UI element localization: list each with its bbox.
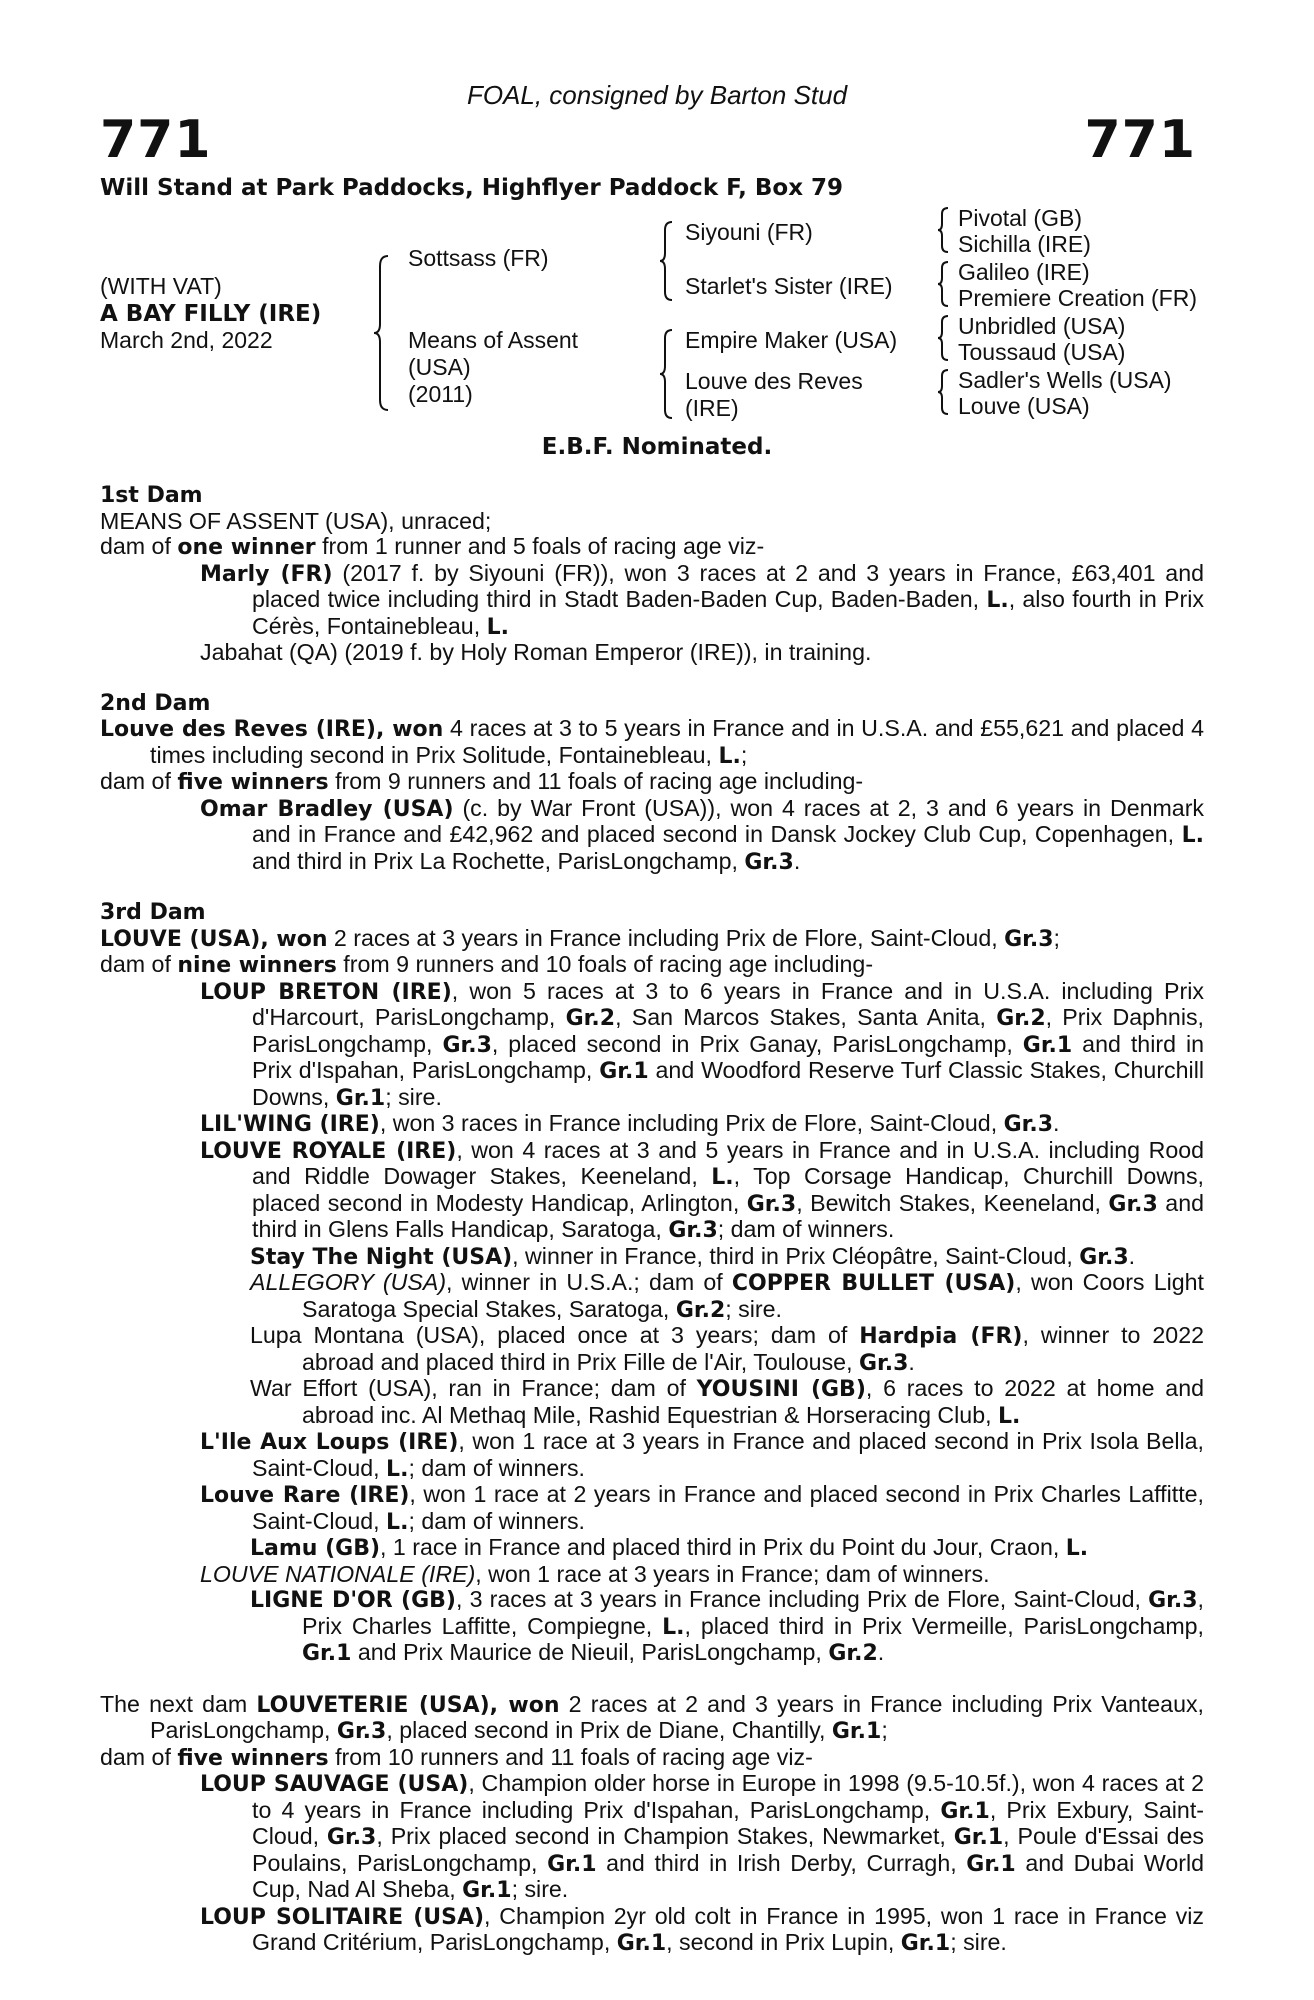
produce-stay-the-night: Stay The Night (USA), winner in France, third in Prix Cléopâtre, Saint-Cloud, Gr.3.: [250, 1242, 1136, 1270]
lot-number-left: 771: [100, 110, 212, 170]
stand-location: Will Stand at Park Paddocks, Highflyer Paddock F, Box 79: [100, 175, 844, 201]
brace-dd: [936, 368, 950, 416]
produce-lupa-montana: Lupa Montana (USA), placed once at 3 years; dam of Hardpia (FR), winner to 2022 abroad and placed third in Prix Fille de l'Air, Toulouse, Gr.3.: [250, 1322, 1204, 1376]
produce-omar-bradley: Omar Bradley (USA) (c. by War Front (USA)), won 4 races at 2, 3 and 6 years in Denmark and in France and £42,962 and placed second in Dansk Jockey Club Cup, Copenhagen, L. and third in Prix La Rochette, ParisLongchamp, Gr.3.: [200, 794, 1205, 875]
sire-name: Sottsass (FR): [408, 245, 549, 271]
brace-sire: [658, 220, 674, 302]
dam-name-l1: Means of Assent: [408, 327, 579, 353]
dam-name-l3: (2011): [408, 381, 473, 407]
brace-ds: [936, 314, 950, 362]
produce-war-effort: War Effort (USA), ran in France; dam of YOUSINI (GB), 6 races to 2022 at home and abroad inc. Al Methaq Mile, Rashid Equestrian & Horseracing Club, L.: [250, 1375, 1204, 1429]
lot-number-right: 771: [1084, 110, 1196, 170]
produce-marly: Marly (FR) (2017 f. by Siyouni (FR)), won 3 races at 2 and 3 years in France, £63,401 and placed twice including third in Stadt Baden-Baden Cup, Baden-Baden, L., also fourth in Prix Cérès, Fontainebleau, L.: [200, 559, 1204, 640]
dam-dam-l2: (IRE): [685, 395, 739, 421]
ss-dam: Sichilla (IRE): [958, 231, 1091, 257]
dd-sire: Sadler's Wells (USA): [958, 367, 1172, 393]
lot-name: A BAY FILLY (IRE): [100, 301, 322, 327]
sd-sire: Galileo (IRE): [958, 259, 1090, 285]
brace-sd: [936, 260, 950, 308]
foaled-date: March 2nd, 2022: [100, 327, 273, 353]
ds-dam: Toussaud (USA): [958, 339, 1126, 365]
produce-louve-rare: Louve Rare (IRE), won 1 race at 2 years in France and placed second in Prix Charles Laffitte, Saint-Cloud, L.; dam of winners.: [200, 1481, 1204, 1535]
dam-dam-l1: Louve des Reves: [685, 368, 863, 394]
first-dam-produce: dam of one winner from 1 runner and 5 foals of racing age viz-: [100, 533, 765, 560]
third-dam-produce: dam of nine winners from 9 runners and 10 foals of racing age including-: [100, 951, 874, 978]
dd-dam: Louve (USA): [958, 393, 1090, 419]
produce-loup-breton: LOUP BRETON (IRE), won 5 races at 3 to 6 years in France and in U.S.A. including Prix d'Harcourt, ParisLongchamp, Gr.2, San Marcos Stakes, Santa Anita, Gr.2, Prix Daphnis, ParisLongchamp, Gr.3, placed second in Prix Ganay, ParisLongchamp, Gr.1 and third in Prix d'Ispahan, ParisLongchamp, Gr.1 and Woodford Reserve Turf Classic Stakes, Churchill Downs, Gr.1; sire.: [200, 977, 1205, 1111]
second-dam-heading: 2nd Dam: [100, 690, 211, 716]
produce-ligne-dor: LIGNE D'OR (GB), 3 races at 3 years in France including Prix de Flore, Saint-Cloud, Gr.3, Prix Charles Laffitte, Compiegne, L., placed third in Prix Vermeille, ParisLongchamp, Gr.1 and Prix Maurice de Nieuil, ParisLongchamp, Gr.2.: [250, 1586, 1204, 1666]
brace-ss: [936, 206, 950, 254]
sire-sire: Siyouni (FR): [685, 219, 813, 245]
produce-louve-royale: LOUVE ROYALE (IRE), won 4 races at 3 and 5 years in France and in U.S.A. including Rood and Riddle Dowager Stakes, Keeneland, L., Top Corsage Handicap, Churchill Downs, placed second in Modesty Handicap, Arlington, Gr.3, Bewitch Stakes, Keeneland, Gr.3 and third in Glens Falls Handicap, Saratoga, Gr.3; dam of winners.: [200, 1136, 1205, 1243]
third-dam-heading: 3rd Dam: [100, 900, 206, 925]
first-dam-heading: 1st Dam: [100, 483, 203, 508]
produce-louve-nationale: LOUVE NATIONALE (IRE), won 1 race at 3 years in France; dam of winners.: [200, 1560, 990, 1587]
produce-jabahat: Jabahat (QA) (2019 f. by Holy Roman Emperor (IRE)), in training.: [200, 639, 872, 665]
produce-lile-aux-loups: L'Ile Aux Loups (IRE), won 1 race at 3 years in France and placed second in Prix Isola Bella, Saint-Cloud, L.; dam of winners.: [200, 1428, 1204, 1482]
sire-dam: Starlet's Sister (IRE): [685, 273, 893, 299]
first-dam-line: MEANS OF ASSENT (USA), unraced;: [100, 507, 492, 534]
brace-main: [372, 254, 390, 412]
ebf-nominated: E.B.F. Nominated.: [541, 434, 773, 460]
third-dam-line: LOUVE (USA), won 2 races at 3 years in France including Prix de Flore, Saint-Cloud, Gr.3;: [100, 924, 1060, 952]
next-dam-line: The next dam LOUVETERIE (USA), won 2 races at 2 and 3 years in France including Prix Vanteaux, ParisLongchamp, Gr.3, placed second in Prix de Diane, Chantilly, Gr.1;: [100, 1690, 1205, 1744]
dam-sire: Empire Maker (USA): [685, 327, 898, 353]
sd-dam: Premiere Creation (FR): [958, 285, 1197, 311]
produce-lil-wing: LIL'WING (IRE), won 3 races in France including Prix de Flore, Saint-Cloud, Gr.3.: [200, 1110, 1060, 1137]
produce-lamu: Lamu (GB), 1 race in France and placed third in Prix du Point du Jour, Craon, L.: [250, 1534, 1089, 1561]
second-dam-produce: dam of five winners from 9 runners and 11 foals of racing age including-: [100, 768, 864, 795]
produce-allegory: ALLEGORY (USA), winner in U.S.A.; dam of COPPER BULLET (USA), won Coors Light Saratoga Special Stakes, Saratoga, Gr.2; sire.: [250, 1269, 1204, 1323]
vat-label: (WITH VAT): [100, 273, 222, 299]
ds-sire: Unbridled (USA): [958, 313, 1126, 339]
second-dam-line: Louve des Reves (IRE), won 4 races at 3 to 5 years in France and in U.S.A. and £55,621 and placed 4 times including second in Prix Solitude, Fontainebleau, L.;: [100, 715, 1204, 769]
next-dam-produce: dam of five winners from 10 runners and 11 foals of racing age viz-: [100, 1743, 813, 1771]
brace-dam: [658, 328, 674, 420]
dam-name-l2: (USA): [408, 354, 471, 380]
catalogue-body: [100, 483, 1204, 1957]
ss-sire: Pivotal (GB): [958, 205, 1082, 231]
produce-loup-sauvage: LOUP SAUVAGE (USA), Champion older horse in Europe in 1998 (9.5-10.5f.), won 4 races at 2 to 4 years in France including Prix d'Ispahan, ParisLongchamp, Gr.1, Prix Exbury, Saint-Cloud, Gr.3, Prix placed second in Champion Stakes, Newmarket, Gr.1, Poule d'Essai des Poulains, ParisLongchamp, Gr.1 and third in Irish Derby, Curragh, Gr.1 and Dubai World Cup, Nad Al Sheba, Gr.1; sire.: [200, 1770, 1205, 1903]
produce-loup-solitaire: LOUP SOLITAIRE (USA), Champion 2yr old colt in France in 1995, won 1 race in France viz Grand Critérium, ParisLongchamp, Gr.1, second in Prix Lupin, Gr.1; sire.: [200, 1902, 1204, 1956]
consignor-line: FOAL, consigned by Barton Stud: [466, 80, 848, 110]
